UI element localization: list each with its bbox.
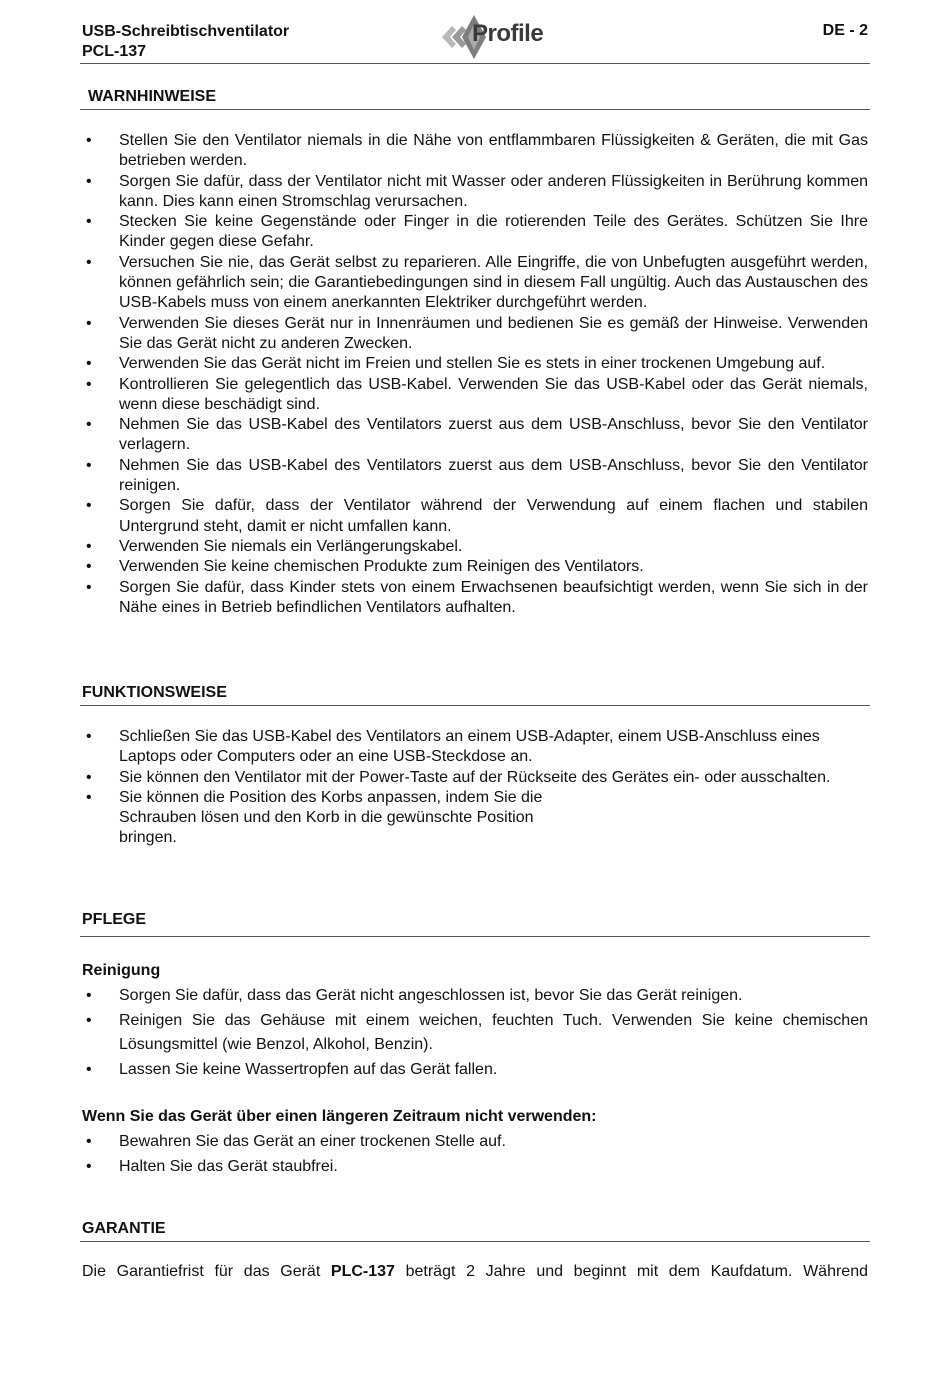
- list-item: • Sorgen Sie dafür, dass der Ventilator nicht mit Wasser oder anderen Flüssigkeiten in Berührung kommen kann. Dies kann einen Stromschlag verursachen.: [82, 172, 868, 213]
- warranty-text-start: Die Garantiefrist für das Gerät: [82, 1263, 331, 1280]
- section-title-warranty: GARANTIE: [82, 1220, 166, 1237]
- list-item: • Stecken Sie keine Gegenstände oder Finger in die rotierenden Teile des Gerätes. Schützen Sie Ihre Kinder gegen diese Gefahr.: [82, 212, 868, 253]
- list-item: • Halten Sie das Gerät staubfrei.: [82, 1155, 868, 1179]
- list-item: • Schließen Sie das USB-Kabel des Ventilators an einem USB-Adapter, einem USB-Anschluss eines Laptops oder Computers oder an eine USB-Steckdose an.: [82, 727, 868, 768]
- list-item: • Verwenden Sie das Gerät nicht im Freien und stellen Sie es stets in einer trockenen Umgebung auf.: [82, 354, 868, 374]
- list-item: • Lassen Sie keine Wassertropfen auf das Gerät fallen.: [82, 1058, 868, 1082]
- section-divider: [80, 936, 870, 937]
- warranty-model: PLC-137: [330, 1263, 395, 1280]
- subheading-cleaning: Reinigung: [82, 962, 161, 979]
- list-item: • Sie können den Ventilator mit der Power-Taste auf der Rückseite des Gerätes ein- oder ausschalten.: [82, 768, 868, 788]
- storage-list: [82, 1130, 868, 1180]
- list-item: • Nehmen Sie das USB-Kabel des Ventilators zuerst aus dem USB-Anschluss, bevor Sie den Ventilator reinigen.: [82, 456, 868, 497]
- list-item: • Stellen Sie den Ventilator niemals in die Nähe von entflammbaren Flüssigkeiten & Geräten, die mit Gas betrieben werden.: [82, 131, 868, 172]
- list-item: • Verwenden Sie keine chemischen Produkte zum Reinigen des Ventilators.: [82, 557, 868, 577]
- list-item: • Sorgen Sie dafür, dass das Gerät nicht angeschlossen ist, bevor Sie das Gerät reinigen.: [82, 984, 868, 1008]
- section-title-function: FUNKTIONSWEISE: [82, 684, 227, 701]
- warnings-list: [82, 131, 868, 618]
- section-title-care: PFLEGE: [82, 911, 147, 928]
- section-title-warnings: WARNHINWEISE: [88, 88, 216, 105]
- function-list: [82, 727, 868, 849]
- list-item: • Verwenden Sie dieses Gerät nur in Innenräumen und bedienen Sie es gemäß der Hinweise. Verwenden Sie das Gerät nicht zu anderen Zwecken.: [82, 314, 868, 355]
- page-number: DE - 2: [822, 22, 868, 39]
- list-item: • Nehmen Sie das USB-Kabel des Ventilators zuerst aus dem USB-Anschluss, bevor Sie den Ventilator verlagern.: [82, 415, 868, 456]
- warranty-paragraph: [82, 1263, 868, 1281]
- list-item: • Sorgen Sie dafür, dass Kinder stets von einem Erwachsenen beaufsichtigt werden, wenn Sie sich in der Nähe eines in Betrieb befindlichen Ventilators aufhalten.: [82, 578, 868, 619]
- list-item: • Sorgen Sie dafür, dass der Ventilator während der Verwendung auf einem flachen und stabilen Untergrund steht, damit er nicht umfallen kann.: [82, 496, 868, 537]
- list-item: • Kontrollieren Sie gelegentlich das USB-Kabel. Verwenden Sie das USB-Kabel oder das Gerät niemals, wenn diese beschädigt sind.: [82, 375, 868, 416]
- product-name: USB-Schreibtischventilator: [82, 23, 290, 40]
- list-item: • Verwenden Sie niemals ein Verlängerungskabel.: [82, 537, 868, 557]
- header-divider: [80, 63, 870, 64]
- list-item: • Bewahren Sie das Gerät an einer trockenen Stelle auf.: [82, 1130, 868, 1154]
- document-title: [82, 22, 289, 62]
- list-item: • Reinigen Sie das Gehäuse mit einem weichen, feuchten Tuch. Verwenden Sie keine chemischen Lösungsmittel (wie Benzol, Alkohol, Benzin).: [82, 1009, 868, 1057]
- section-divider: [80, 705, 870, 706]
- list-item: • Sie können die Position des Korbs anpassen, indem Sie die Schrauben lösen und den Korb in die gewünschte Position bringen.: [82, 788, 579, 849]
- section-divider: [80, 1241, 870, 1242]
- logo-text: Profile: [472, 20, 544, 47]
- section-divider: [80, 109, 870, 110]
- subheading-storage: Wenn Sie das Gerät über einen längeren Zeitraum nicht verwenden:: [82, 1108, 597, 1125]
- model-number: PCL-137: [82, 43, 147, 60]
- cleaning-list: [82, 984, 868, 1083]
- warranty-text-end: beträgt 2 Jahre und beginnt mit dem Kaufdatum. Während: [394, 1263, 868, 1280]
- list-item: • Versuchen Sie nie, das Gerät selbst zu reparieren. Alle Eingriffe, die von Unbefugten ausgeführt werden, können gefährlich sein; die Garantiebedingungen sind in diesem Fall ungültig. Auch das Austauschen des USB-Kabels muss von einem anerkannten Elektriker durchgeführt werden.: [82, 253, 868, 314]
